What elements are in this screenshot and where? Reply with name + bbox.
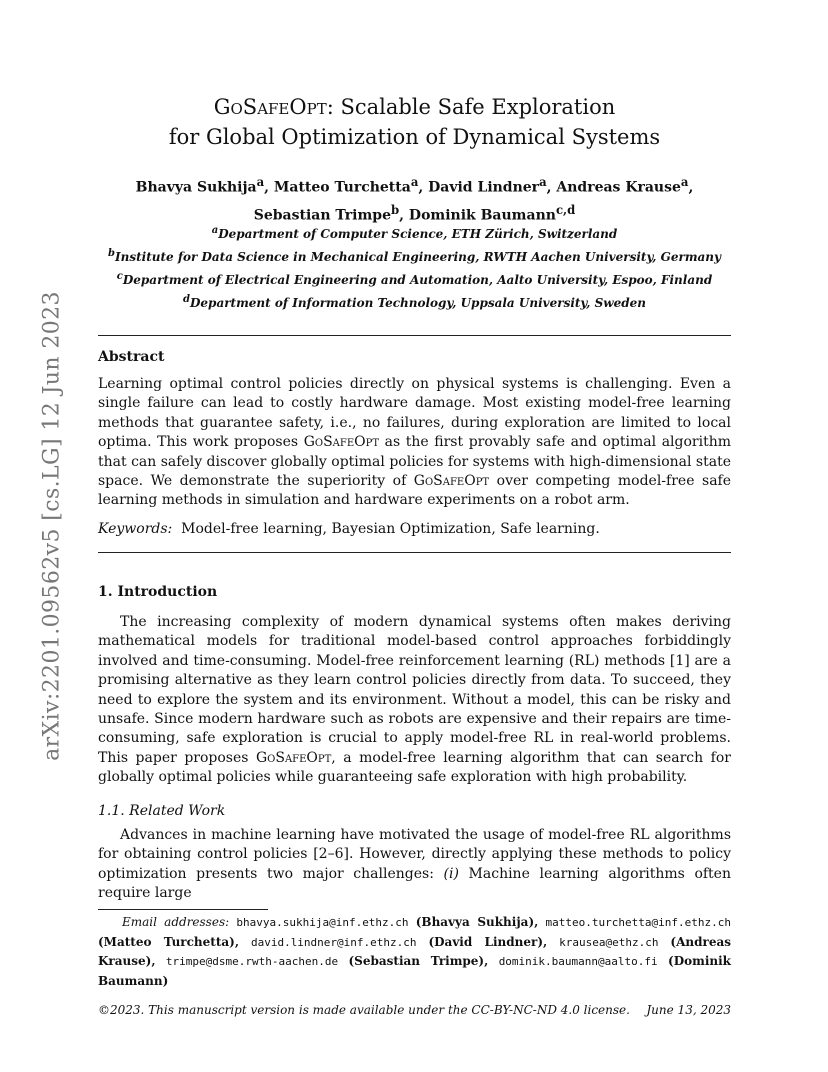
affiliation: $^a$Department of Computer Science, ETH Zürich, Switzerland <box>211 225 618 241</box>
author: Matteo Turchetta <box>273 179 411 196</box>
related-work-paragraph: Advances in machine learning have motivated the usage of model-free RL algorithms for obtaining control policies [2–6]. However, directly applying these methods to policy optimization presents two major challenges: (i) Machine learning algorithms often require large <box>98 827 731 902</box>
email: trimpe@dsme.rwth-aachen.de <box>165 955 339 968</box>
footnote-label: Email addresses: <box>122 915 230 929</box>
abstract-top-rule <box>98 335 731 336</box>
algorithm-name: GoSafeOpt <box>255 749 332 766</box>
paper-title <box>98 92 731 152</box>
page-footer <box>98 1003 731 1017</box>
title-line1: : Scalable Safe Exploration <box>326 95 616 119</box>
author-sup: a <box>539 175 547 189</box>
affiliation: $^b$Institute for Data Science in Mechanical Engineering, RWTH Aachen University, Germany <box>108 248 721 264</box>
algorithm-name: GoSafeOpt <box>303 434 380 451</box>
arxiv-identifier: arXiv:2201.09562v5 [cs.LG] 12 Jun 2023 <box>39 291 65 761</box>
email: dominik.baumann@aalto.fi <box>498 955 658 968</box>
author-sup: c,d <box>555 202 576 217</box>
author: Andreas Krause <box>556 179 681 196</box>
email-footnote: Email addresses: bhavya.sukhija@inf.ethz.ch (Bhavya Sukhija), matteo.turchetta@inf.ethz.ch (Matteo Turchetta), david.lindner@inf.ethz.ch (David Lindner), krausea@ethz.ch (Andreas Krause), trimpe@dsme.rwth-aachen.de (Sebastian Trimpe), dominik.baumann@aalto.fi (Dominik Baumann) <box>98 915 731 988</box>
footer-date: June 13, 2023 <box>646 1003 731 1017</box>
footnote-rule <box>98 909 268 910</box>
email: matteo.turchetta@inf.ethz.ch <box>545 916 731 929</box>
title-line2: for Global Optimization of Dynamical Systems <box>168 125 661 149</box>
abstract-text: Learning optimal control policies directly on physical systems is challenging. Even a single failure can lead to costly hardware damage. Most existing model-free learning methods that guarantee safety, i.e., no failures, during exploration are limited to local optima. This work proposes GoSafeOpt as the first provably safe and optimal algorithm that can safely discover globally optimal policies for systems with high-dimensional state space. We demonstrate the superiority of GoSafeOpt over competing model-free safe learning methods in simulation and hardware experiments on a robot arm. <box>98 376 732 509</box>
author: Dominik Baumann <box>408 207 556 224</box>
email: krausea@ethz.ch <box>559 935 659 949</box>
algorithm-name: GoSafeOpt <box>213 95 327 119</box>
keywords-text: Model-free learning, Bayesian Optimization, Safe learning. <box>181 521 600 537</box>
related-work-heading: 1.1. Related Work <box>98 803 226 819</box>
keywords <box>98 520 731 539</box>
affiliation: $^d$Department of Information Technology, Uppsala University, Sweden <box>183 294 646 310</box>
author: David Lindner <box>428 179 540 196</box>
affiliation: $^c$Department of Electrical Engineering and Automation, Aalto University, Espoo, Finland <box>116 271 713 287</box>
author-list: Bhavya Sukhija$^a$, Matteo Turchetta$^a$, David Lindner$^a$, Andreas Krause$^a$, Sebastian Trimpe$^b$, Dominik Baumann$^{c,d}$ <box>135 175 694 224</box>
affiliation-list <box>98 221 731 313</box>
author-sup: a <box>410 175 419 189</box>
abstract-bottom-rule <box>98 552 731 553</box>
license-notice: ©2023. This manuscript version is made available under the CC-BY-NC-ND 4.0 license. <box>98 1003 630 1017</box>
keywords-label: Keywords: <box>98 521 173 537</box>
intro-heading: 1. Introduction <box>98 584 218 600</box>
author: Sebastian Trimpe <box>253 207 392 224</box>
intro-paragraph: The increasing complexity of modern dynamical systems often makes deriving mathematical models for traditional model-based control approaches forbiddingly involved and time-consuming. Model-free reinforcement learning (RL) methods [1] are a promising alternative as they learn control policies directly from data. To succeed, they need to explore the system and its environment. Without a model, this can be risky and unsafe. Since modern hardware such as robots are expensive and their repairs are time-consuming, safe exploration is crucial to apply model-free RL in real-world problems. This paper proposes GoSafeOpt, a model-free learning algorithm that can search for globally optimal policies while guaranteeing safe exploration with high probability. <box>98 614 731 786</box>
author-sup: b <box>391 202 400 217</box>
email: david.lindner@inf.ethz.ch <box>250 935 417 949</box>
author-sup: a <box>680 175 689 189</box>
author-sup: a <box>256 175 265 189</box>
abstract-heading: Abstract <box>98 349 165 365</box>
author: Bhavya Sukhija <box>135 179 257 196</box>
email: bhavya.sukhija@inf.ethz.ch <box>236 916 409 929</box>
algorithm-name: GoSafeOpt <box>413 473 490 490</box>
